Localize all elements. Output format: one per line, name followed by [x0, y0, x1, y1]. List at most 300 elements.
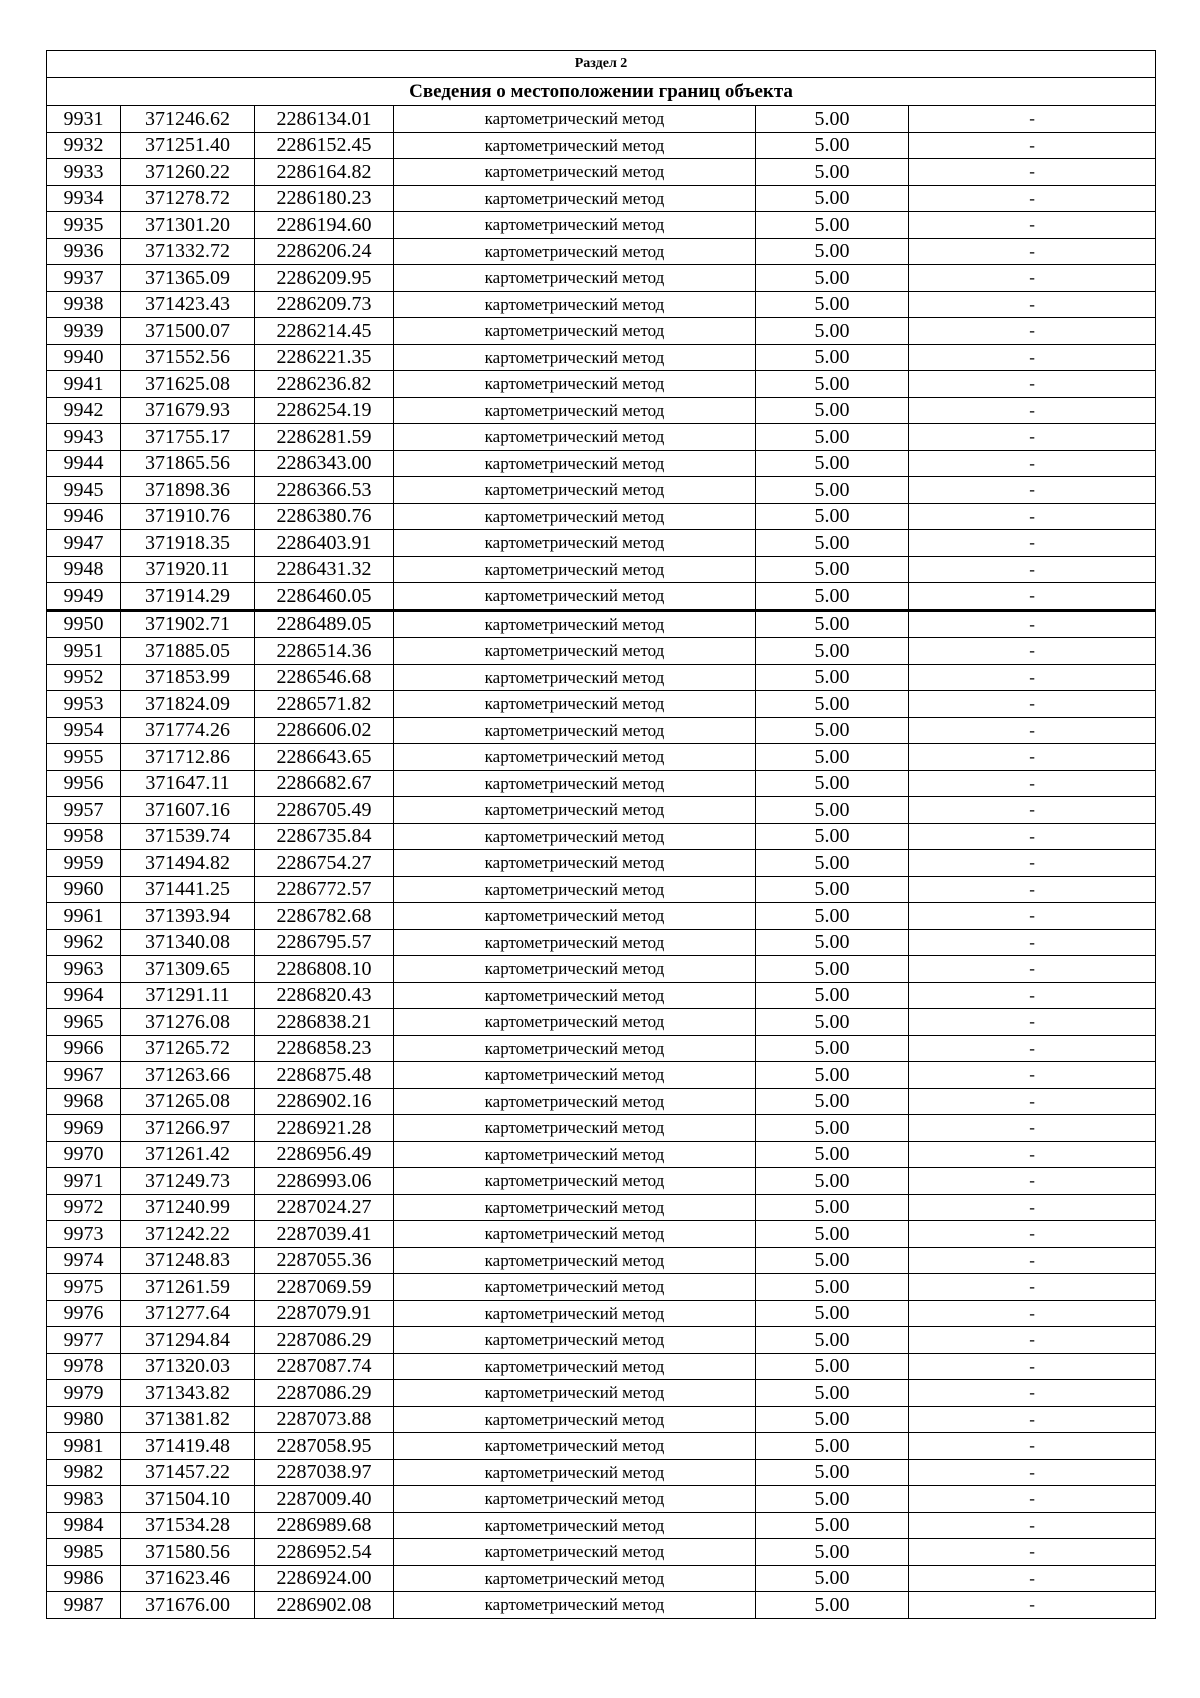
y-coordinate-cell: 2286571.82: [255, 691, 394, 718]
description-cell: -: [909, 1168, 1156, 1195]
y-coordinate-cell: 2286343.00: [255, 450, 394, 477]
x-coordinate-cell: 371914.29: [121, 583, 255, 611]
x-coordinate-cell: 371902.71: [121, 610, 255, 638]
table-row: [47, 1327, 1156, 1354]
accuracy-cell: 5.00: [756, 1035, 909, 1062]
description-cell: -: [909, 212, 1156, 239]
table-row: [47, 503, 1156, 530]
x-coordinate-cell: 371824.09: [121, 691, 255, 718]
method-cell: картометрический метод: [394, 371, 756, 398]
table-row: [47, 291, 1156, 318]
method-cell: картометрический метод: [394, 770, 756, 797]
x-coordinate-cell: 371277.64: [121, 1300, 255, 1327]
point-number-cell: 9984: [47, 1512, 121, 1539]
y-coordinate-cell: 2286164.82: [255, 159, 394, 186]
description-cell: -: [909, 1539, 1156, 1566]
x-coordinate-cell: 371552.56: [121, 344, 255, 371]
table-row: [47, 238, 1156, 265]
accuracy-cell: 5.00: [756, 1300, 909, 1327]
table-row: [47, 1406, 1156, 1433]
point-number-cell: 9966: [47, 1035, 121, 1062]
section-label: Раздел 2: [47, 51, 1156, 78]
table-row: [47, 610, 1156, 638]
description-cell: -: [909, 1274, 1156, 1301]
description-cell: -: [909, 956, 1156, 983]
y-coordinate-cell: 2286921.28: [255, 1115, 394, 1142]
method-cell: картометрический метод: [394, 1062, 756, 1089]
y-coordinate-cell: 2286735.84: [255, 823, 394, 850]
description-cell: -: [909, 1327, 1156, 1354]
x-coordinate-cell: 371539.74: [121, 823, 255, 850]
point-number-cell: 9982: [47, 1459, 121, 1486]
point-number-cell: 9941: [47, 371, 121, 398]
y-coordinate-cell: 2286403.91: [255, 530, 394, 557]
point-number-cell: 9986: [47, 1565, 121, 1592]
y-coordinate-cell: 2286643.65: [255, 744, 394, 771]
x-coordinate-cell: 371393.94: [121, 903, 255, 930]
method-cell: картометрический метод: [394, 1035, 756, 1062]
x-coordinate-cell: 371309.65: [121, 956, 255, 983]
description-cell: -: [909, 1459, 1156, 1486]
x-coordinate-cell: 371580.56: [121, 1539, 255, 1566]
accuracy-cell: 5.00: [756, 664, 909, 691]
accuracy-cell: 5.00: [756, 929, 909, 956]
y-coordinate-cell: 2286682.67: [255, 770, 394, 797]
accuracy-cell: 5.00: [756, 1327, 909, 1354]
method-cell: картометрический метод: [394, 397, 756, 424]
description-cell: -: [909, 106, 1156, 133]
y-coordinate-cell: 2286808.10: [255, 956, 394, 983]
method-cell: картометрический метод: [394, 956, 756, 983]
table-row: [47, 797, 1156, 824]
point-number-cell: 9987: [47, 1592, 121, 1619]
table-row: [47, 638, 1156, 665]
y-coordinate-cell: 2286952.54: [255, 1539, 394, 1566]
point-number-cell: 9952: [47, 664, 121, 691]
table-row: [47, 212, 1156, 239]
accuracy-cell: 5.00: [756, 450, 909, 477]
description-cell: -: [909, 1486, 1156, 1513]
description-cell: -: [909, 503, 1156, 530]
point-number-cell: 9934: [47, 185, 121, 212]
description-cell: -: [909, 929, 1156, 956]
point-number-cell: 9935: [47, 212, 121, 239]
point-number-cell: 9964: [47, 982, 121, 1009]
y-coordinate-cell: 2286209.95: [255, 265, 394, 292]
method-cell: картометрический метод: [394, 1592, 756, 1619]
method-cell: картометрический метод: [394, 1247, 756, 1274]
x-coordinate-cell: 371246.62: [121, 106, 255, 133]
y-coordinate-cell: 2286875.48: [255, 1062, 394, 1089]
y-coordinate-cell: 2287086.29: [255, 1327, 394, 1354]
table-row: [47, 583, 1156, 611]
table-row: [47, 1512, 1156, 1539]
point-number-cell: 9950: [47, 610, 121, 638]
x-coordinate-cell: 371251.40: [121, 132, 255, 159]
accuracy-cell: 5.00: [756, 1141, 909, 1168]
method-cell: картометрический метод: [394, 1221, 756, 1248]
x-coordinate-cell: 371265.72: [121, 1035, 255, 1062]
description-cell: -: [909, 424, 1156, 451]
point-number-cell: 9967: [47, 1062, 121, 1089]
x-coordinate-cell: 371712.86: [121, 744, 255, 771]
description-cell: -: [909, 1009, 1156, 1036]
x-coordinate-cell: 371242.22: [121, 1221, 255, 1248]
y-coordinate-cell: 2287073.88: [255, 1406, 394, 1433]
x-coordinate-cell: 371457.22: [121, 1459, 255, 1486]
y-coordinate-cell: 2286236.82: [255, 371, 394, 398]
point-number-cell: 9956: [47, 770, 121, 797]
method-cell: картометрический метод: [394, 291, 756, 318]
table-row: [47, 1459, 1156, 1486]
accuracy-cell: 5.00: [756, 956, 909, 983]
description-cell: -: [909, 770, 1156, 797]
accuracy-cell: 5.00: [756, 371, 909, 398]
accuracy-cell: 5.00: [756, 291, 909, 318]
y-coordinate-cell: 2287069.59: [255, 1274, 394, 1301]
y-coordinate-cell: 2286460.05: [255, 583, 394, 611]
method-cell: картометрический метод: [394, 1194, 756, 1221]
y-coordinate-cell: 2286221.35: [255, 344, 394, 371]
y-coordinate-cell: 2286902.08: [255, 1592, 394, 1619]
point-number-cell: 9962: [47, 929, 121, 956]
table-row: [47, 1274, 1156, 1301]
y-coordinate-cell: 2286209.73: [255, 291, 394, 318]
x-coordinate-cell: 371276.08: [121, 1009, 255, 1036]
x-coordinate-cell: 371419.48: [121, 1433, 255, 1460]
point-number-cell: 9977: [47, 1327, 121, 1354]
point-number-cell: 9975: [47, 1274, 121, 1301]
table-row: [47, 876, 1156, 903]
accuracy-cell: 5.00: [756, 1512, 909, 1539]
accuracy-cell: 5.00: [756, 1406, 909, 1433]
table-row: [47, 344, 1156, 371]
method-cell: картометрический метод: [394, 1565, 756, 1592]
x-coordinate-cell: 371918.35: [121, 530, 255, 557]
description-cell: -: [909, 744, 1156, 771]
point-number-cell: 9969: [47, 1115, 121, 1142]
y-coordinate-cell: 2287038.97: [255, 1459, 394, 1486]
table-row: [47, 1247, 1156, 1274]
description-cell: -: [909, 318, 1156, 345]
table-row: [47, 1221, 1156, 1248]
y-coordinate-cell: 2287039.41: [255, 1221, 394, 1248]
accuracy-cell: 5.00: [756, 850, 909, 877]
description-cell: -: [909, 132, 1156, 159]
accuracy-cell: 5.00: [756, 638, 909, 665]
description-cell: -: [909, 556, 1156, 583]
table-row: [47, 477, 1156, 504]
y-coordinate-cell: 2286956.49: [255, 1141, 394, 1168]
x-coordinate-cell: 371898.36: [121, 477, 255, 504]
accuracy-cell: 5.00: [756, 583, 909, 611]
accuracy-cell: 5.00: [756, 1539, 909, 1566]
table-row: [47, 770, 1156, 797]
point-number-cell: 9953: [47, 691, 121, 718]
point-number-cell: 9979: [47, 1380, 121, 1407]
method-cell: картометрический метод: [394, 1141, 756, 1168]
method-cell: картометрический метод: [394, 903, 756, 930]
table-row: [47, 823, 1156, 850]
y-coordinate-cell: 2287024.27: [255, 1194, 394, 1221]
description-cell: -: [909, 1194, 1156, 1221]
accuracy-cell: 5.00: [756, 717, 909, 744]
y-coordinate-cell: 2286993.06: [255, 1168, 394, 1195]
accuracy-cell: 5.00: [756, 744, 909, 771]
description-cell: -: [909, 691, 1156, 718]
point-number-cell: 9951: [47, 638, 121, 665]
table-row: [47, 450, 1156, 477]
description-cell: -: [909, 610, 1156, 638]
table-row: [47, 397, 1156, 424]
accuracy-cell: 5.00: [756, 503, 909, 530]
description-cell: -: [909, 1221, 1156, 1248]
table-row: [47, 1141, 1156, 1168]
description-cell: -: [909, 1115, 1156, 1142]
x-coordinate-cell: 371755.17: [121, 424, 255, 451]
accuracy-cell: 5.00: [756, 1274, 909, 1301]
accuracy-cell: 5.00: [756, 530, 909, 557]
boundary-coordinates-table: [46, 50, 1156, 1619]
description-cell: -: [909, 291, 1156, 318]
accuracy-cell: 5.00: [756, 1221, 909, 1248]
y-coordinate-cell: 2286902.16: [255, 1088, 394, 1115]
y-coordinate-cell: 2287009.40: [255, 1486, 394, 1513]
point-number-cell: 9954: [47, 717, 121, 744]
accuracy-cell: 5.00: [756, 903, 909, 930]
point-number-cell: 9978: [47, 1353, 121, 1380]
description-cell: -: [909, 1141, 1156, 1168]
method-cell: картометрический метод: [394, 1406, 756, 1433]
y-coordinate-cell: 2286795.57: [255, 929, 394, 956]
table-row: [47, 1592, 1156, 1619]
x-coordinate-cell: 371774.26: [121, 717, 255, 744]
accuracy-cell: 5.00: [756, 1592, 909, 1619]
description-cell: -: [909, 903, 1156, 930]
y-coordinate-cell: 2286924.00: [255, 1565, 394, 1592]
y-coordinate-cell: 2286152.45: [255, 132, 394, 159]
method-cell: картометрический метод: [394, 503, 756, 530]
method-cell: картометрический метод: [394, 691, 756, 718]
x-coordinate-cell: 371625.08: [121, 371, 255, 398]
y-coordinate-cell: 2287079.91: [255, 1300, 394, 1327]
method-cell: картометрический метод: [394, 106, 756, 133]
description-cell: -: [909, 1380, 1156, 1407]
description-cell: -: [909, 185, 1156, 212]
accuracy-cell: 5.00: [756, 691, 909, 718]
table-row: [47, 371, 1156, 398]
method-cell: картометрический метод: [394, 638, 756, 665]
method-cell: картометрический метод: [394, 1539, 756, 1566]
accuracy-cell: 5.00: [756, 185, 909, 212]
y-coordinate-cell: 2286206.24: [255, 238, 394, 265]
method-cell: картометрический метод: [394, 664, 756, 691]
point-number-cell: 9949: [47, 583, 121, 611]
table-row: [47, 1088, 1156, 1115]
description-cell: -: [909, 1247, 1156, 1274]
description-cell: -: [909, 797, 1156, 824]
y-coordinate-cell: 2286546.68: [255, 664, 394, 691]
x-coordinate-cell: 371365.09: [121, 265, 255, 292]
description-cell: -: [909, 238, 1156, 265]
method-cell: картометрический метод: [394, 1115, 756, 1142]
y-coordinate-cell: 2286254.19: [255, 397, 394, 424]
y-coordinate-cell: 2286838.21: [255, 1009, 394, 1036]
x-coordinate-cell: 371263.66: [121, 1062, 255, 1089]
method-cell: картометрический метод: [394, 1088, 756, 1115]
method-cell: картометрический метод: [394, 1009, 756, 1036]
point-number-cell: 9947: [47, 530, 121, 557]
y-coordinate-cell: 2286214.45: [255, 318, 394, 345]
x-coordinate-cell: 371261.59: [121, 1274, 255, 1301]
method-cell: картометрический метод: [394, 876, 756, 903]
accuracy-cell: 5.00: [756, 344, 909, 371]
method-cell: картометрический метод: [394, 610, 756, 638]
method-cell: картометрический метод: [394, 159, 756, 186]
table-row: [47, 1565, 1156, 1592]
point-number-cell: 9959: [47, 850, 121, 877]
y-coordinate-cell: 2286705.49: [255, 797, 394, 824]
table-row: [47, 717, 1156, 744]
accuracy-cell: 5.00: [756, 823, 909, 850]
point-number-cell: 9965: [47, 1009, 121, 1036]
method-cell: картометрический метод: [394, 185, 756, 212]
y-coordinate-cell: 2287055.36: [255, 1247, 394, 1274]
y-coordinate-cell: 2286380.76: [255, 503, 394, 530]
point-number-cell: 9970: [47, 1141, 121, 1168]
y-coordinate-cell: 2286772.57: [255, 876, 394, 903]
description-cell: -: [909, 876, 1156, 903]
method-cell: картометрический метод: [394, 477, 756, 504]
accuracy-cell: 5.00: [756, 1247, 909, 1274]
accuracy-cell: 5.00: [756, 1459, 909, 1486]
table-row: [47, 1194, 1156, 1221]
description-cell: -: [909, 1035, 1156, 1062]
table-row: [47, 1009, 1156, 1036]
accuracy-cell: 5.00: [756, 159, 909, 186]
table-row: [47, 1168, 1156, 1195]
point-number-cell: 9972: [47, 1194, 121, 1221]
table-row: [47, 1380, 1156, 1407]
x-coordinate-cell: 371500.07: [121, 318, 255, 345]
method-cell: картометрический метод: [394, 1353, 756, 1380]
description-cell: -: [909, 717, 1156, 744]
point-number-cell: 9936: [47, 238, 121, 265]
accuracy-cell: 5.00: [756, 770, 909, 797]
x-coordinate-cell: 371266.97: [121, 1115, 255, 1142]
y-coordinate-cell: 2286514.36: [255, 638, 394, 665]
accuracy-cell: 5.00: [756, 1380, 909, 1407]
description-cell: -: [909, 1300, 1156, 1327]
table-row: [47, 691, 1156, 718]
point-number-cell: 9932: [47, 132, 121, 159]
description-cell: -: [909, 450, 1156, 477]
section-label-row: [47, 51, 1156, 78]
x-coordinate-cell: 371340.08: [121, 929, 255, 956]
x-coordinate-cell: 371504.10: [121, 1486, 255, 1513]
description-cell: -: [909, 583, 1156, 611]
method-cell: картометрический метод: [394, 823, 756, 850]
point-number-cell: 9939: [47, 318, 121, 345]
table-row: [47, 318, 1156, 345]
x-coordinate-cell: 371332.72: [121, 238, 255, 265]
description-cell: -: [909, 397, 1156, 424]
point-number-cell: 9945: [47, 477, 121, 504]
accuracy-cell: 5.00: [756, 1353, 909, 1380]
y-coordinate-cell: 2286366.53: [255, 477, 394, 504]
description-cell: -: [909, 823, 1156, 850]
y-coordinate-cell: 2287058.95: [255, 1433, 394, 1460]
method-cell: картометрический метод: [394, 212, 756, 239]
x-coordinate-cell: 371676.00: [121, 1592, 255, 1619]
x-coordinate-cell: 371278.72: [121, 185, 255, 212]
x-coordinate-cell: 371249.73: [121, 1168, 255, 1195]
y-coordinate-cell: 2286281.59: [255, 424, 394, 451]
table-row: [47, 265, 1156, 292]
description-cell: -: [909, 1433, 1156, 1460]
description-cell: -: [909, 982, 1156, 1009]
y-coordinate-cell: 2286180.23: [255, 185, 394, 212]
table-row: [47, 1433, 1156, 1460]
point-number-cell: 9963: [47, 956, 121, 983]
table-row: [47, 1035, 1156, 1062]
method-cell: картометрический метод: [394, 318, 756, 345]
table-row: [47, 744, 1156, 771]
accuracy-cell: 5.00: [756, 477, 909, 504]
table-row: [47, 903, 1156, 930]
accuracy-cell: 5.00: [756, 610, 909, 638]
table-row: [47, 850, 1156, 877]
y-coordinate-cell: 2286489.05: [255, 610, 394, 638]
point-number-cell: 9980: [47, 1406, 121, 1433]
method-cell: картометрический метод: [394, 450, 756, 477]
point-number-cell: 9943: [47, 424, 121, 451]
point-number-cell: 9938: [47, 291, 121, 318]
point-number-cell: 9976: [47, 1300, 121, 1327]
description-cell: -: [909, 1565, 1156, 1592]
table-row: [47, 1353, 1156, 1380]
point-number-cell: 9955: [47, 744, 121, 771]
point-number-cell: 9942: [47, 397, 121, 424]
method-cell: картометрический метод: [394, 1327, 756, 1354]
method-cell: картометрический метод: [394, 850, 756, 877]
x-coordinate-cell: 371343.82: [121, 1380, 255, 1407]
point-number-cell: 9961: [47, 903, 121, 930]
method-cell: картометрический метод: [394, 1459, 756, 1486]
description-cell: -: [909, 1062, 1156, 1089]
description-cell: -: [909, 664, 1156, 691]
table-row: [47, 929, 1156, 956]
table-row: [47, 159, 1156, 186]
x-coordinate-cell: 371679.93: [121, 397, 255, 424]
x-coordinate-cell: 371248.83: [121, 1247, 255, 1274]
description-cell: -: [909, 1406, 1156, 1433]
x-coordinate-cell: 371607.16: [121, 797, 255, 824]
accuracy-cell: 5.00: [756, 106, 909, 133]
accuracy-cell: 5.00: [756, 1433, 909, 1460]
accuracy-cell: 5.00: [756, 876, 909, 903]
y-coordinate-cell: 2286820.43: [255, 982, 394, 1009]
y-coordinate-cell: 2286754.27: [255, 850, 394, 877]
table-row: [47, 530, 1156, 557]
method-cell: картометрический метод: [394, 556, 756, 583]
accuracy-cell: 5.00: [756, 982, 909, 1009]
method-cell: картометрический метод: [394, 583, 756, 611]
accuracy-cell: 5.00: [756, 1565, 909, 1592]
table-row: [47, 556, 1156, 583]
x-coordinate-cell: 371240.99: [121, 1194, 255, 1221]
x-coordinate-cell: 371534.28: [121, 1512, 255, 1539]
